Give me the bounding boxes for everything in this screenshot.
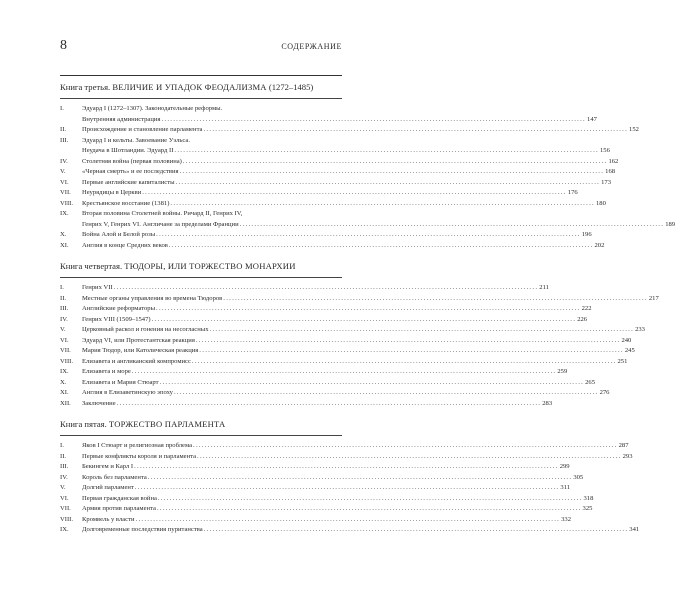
chapter-title-line [82,241,605,252]
chapter-title-line [82,209,342,220]
chapter-number: VI. [60,494,69,502]
page-ref: 217 [648,294,659,302]
dot-leader [161,115,586,126]
toc-entry[interactable] [60,178,611,189]
chapter-title [82,462,570,473]
chapter-title-text: Столетняя война (первая половина) [82,157,182,165]
toc-entry[interactable] [60,315,588,326]
chapter-title [82,178,611,189]
page-header [60,38,342,56]
toc-entry[interactable] [60,441,629,452]
dot-leader [156,304,581,315]
chapter-title-text: Елизавета и море [82,368,131,375]
toc-entry[interactable] [60,504,593,515]
chapter-title [82,199,606,210]
page-ref: 176 [567,189,578,196]
toc-entry[interactable] [60,462,570,473]
chapter-title [82,230,592,241]
page-ref: 189 [665,220,675,228]
chapter-number: V. [60,168,66,175]
chapter-number: IV. [60,315,68,323]
chapter-title [82,346,635,357]
chapter-title-line [82,199,606,210]
chapter-title-text: Первая гражданская война [82,494,157,502]
chapter-number: II. [60,452,67,460]
chapter-title-text: Неудача в Шотландии. Эдуард II [82,147,174,154]
page-ref: 305 [573,473,584,481]
chapter-title [82,504,593,515]
chapter-number: IV. [60,473,68,481]
page-ref: 226 [577,315,588,323]
chapter-number: XII. [60,399,71,407]
toc-entry[interactable] [60,157,619,168]
book-label: Книга третья. [60,82,111,92]
book-title-text: ТОРЖЕСТВО ПАРЛАМЕНТА [108,419,226,429]
dot-leader [158,494,583,505]
chapter-title [82,241,605,252]
toc-entry[interactable] [60,188,578,199]
chapter-title [82,388,610,399]
book-title [60,259,342,273]
chapter-title [82,473,584,484]
chapter-title-line [82,188,578,199]
chapter-title-text: Первые английские капиталисты [82,178,175,186]
chapter-title-line [82,462,570,473]
book-title [60,80,342,94]
dot-leader [174,146,599,157]
dot-leader [136,515,561,526]
chapter-title-line [82,125,639,136]
dot-leader [157,504,582,515]
section-rule [60,98,342,99]
dot-leader [180,167,605,178]
chapter-title-text: Генрих V, Генрих VI. Англичане за пределами Франции [82,220,239,228]
chapter-number: VI. [60,336,69,344]
chapter-title-text: Англия в конце Средних веков [82,241,168,249]
toc-entry[interactable] [60,336,632,347]
toc-entry[interactable] [60,525,640,536]
dot-leader [132,367,557,378]
chapter-title-line [82,136,342,147]
chapter-title [82,157,619,168]
chapter-title-line [82,483,571,494]
page-ref: 311 [560,484,571,491]
chapter-title-text: Кромвель у власти [82,515,135,523]
chapter-title-text: Генрих VII [82,284,113,291]
toc-entry[interactable] [60,104,597,125]
chapter-number: IX. [60,526,69,533]
chapter-title-text: Происхождение и становление парламента [82,126,203,133]
chapter-title-text: Церковный раскол и гонения на несогласных [82,326,209,333]
chapter-title-text: Неурядицы в Церкви [82,189,142,196]
chapter-number: I. [60,105,64,112]
toc-entry[interactable] [60,241,605,252]
book-section [60,417,640,536]
chapter-number: VI. [60,178,69,186]
chapter-number: VII. [60,505,71,512]
toc-entry[interactable] [60,515,571,526]
book-title-text: ВЕЛИЧИЕ И УПАДОК ФЕОДАЛИЗМА [112,82,267,92]
page-ref: 211 [539,284,549,291]
book-label: Книга четвертая. [60,261,123,271]
page-ref: 293 [622,452,633,460]
page-ref: 287 [618,442,629,449]
dot-leader [210,325,635,336]
chapter-title-text: Мария Тюдор, или Католическая реакция [82,347,199,354]
dot-leader [240,220,665,231]
chapter-title-line [82,294,659,305]
chapter-title [82,294,659,305]
running-title: СОДЕРЖАНИЕ [281,42,342,51]
chapter-title-line [82,399,553,410]
page-ref: 152 [629,126,639,133]
page-ref: 251 [617,357,628,365]
chapter-title [82,494,594,505]
page-ref: 240 [621,336,632,344]
chapter-title-text: Яков I Стюарт и религиозная проблема [82,442,193,449]
table-of-contents [60,80,675,536]
chapter-title-text: Английские реформаторы [82,305,156,312]
dot-leader [174,388,599,399]
chapter-title [82,188,578,199]
dot-leader [193,441,618,452]
chapter-title-line [82,388,610,399]
chapter-number: IV. [60,157,68,165]
dot-leader [135,483,560,494]
chapter-title-line [82,378,595,389]
dot-leader [196,336,621,347]
chapter-title-text: Эдуард I (1272–1307). Законодательные реформы. [82,105,223,112]
chapter-title-text: Война Алой и Белой розы [82,231,156,238]
dot-leader [183,157,608,168]
chapter-title-line [82,167,616,178]
chapter-title [82,452,633,463]
toc-entry[interactable] [60,483,571,494]
dot-leader [134,462,559,473]
chapter-number: V. [60,326,66,333]
page-ref: 156 [599,147,610,154]
page-ref: 318 [583,494,594,502]
chapter-title-line [82,157,619,168]
chapter-number: I. [60,284,64,291]
chapter-title-line [82,525,640,536]
chapter-title [82,136,610,157]
page-ref: 332 [561,515,571,523]
page-ref: 283 [542,399,553,407]
dot-leader [148,473,573,484]
dot-leader [160,378,585,389]
chapter-title [82,304,592,315]
chapter-number: IX. [60,210,69,217]
toc-entry[interactable] [60,167,616,178]
chapter-title [82,483,571,494]
page-ref: 147 [587,115,597,123]
header-rule [60,75,342,76]
chapter-title-text: Елизавета и англиканский компромисс [82,357,191,365]
chapter-number: XI. [60,389,69,396]
chapter-title-line [82,515,571,526]
toc-entry[interactable] [60,367,568,378]
chapter-title-line [82,504,593,515]
book-title [60,417,342,431]
toc-entry[interactable] [60,378,595,389]
dot-leader [114,283,539,294]
page-number: 8 [60,38,67,53]
chapter-title [82,167,616,178]
chapter-title-line [82,283,549,294]
chapter-number: III. [60,305,69,312]
chapter-number: VIII. [60,357,73,365]
chapter-number: IX. [60,368,69,375]
chapter-title-line [82,104,342,115]
page-ref: 196 [581,231,592,238]
section-rule [60,435,342,436]
chapter-title [82,283,549,294]
chapter-title [82,104,597,125]
chapter-title-line [82,325,645,336]
chapter-title-text: Эдуард I и кельты. Завоевание Уэльса. [82,136,190,144]
book-section [60,259,659,409]
chapter-title [82,367,568,378]
chapter-number: XI. [60,241,69,249]
chapter-title-text: Заключение [82,399,116,407]
chapter-title-line [82,146,610,157]
chapter-title-text: Долговременные последствия пуританства [82,526,203,533]
chapter-number: VIII. [60,199,73,207]
dot-leader [204,525,629,536]
dot-leader [152,315,577,326]
page-ref: 173 [601,178,611,186]
chapter-number: X. [60,378,67,386]
chapter-number: I. [60,442,64,449]
page-ref: 162 [608,157,619,165]
page-ref: 180 [595,199,606,207]
page-ref: 299 [559,463,570,470]
chapter-title-line [82,315,588,326]
chapter-title-line [82,346,635,357]
page-ref: 276 [599,389,610,396]
chapter-number: VII. [60,189,71,196]
chapter-title [82,525,640,536]
chapter-number: VIII. [60,515,73,523]
chapter-title-text: Внутренняя администрация [82,115,161,123]
toc-entry[interactable] [60,283,549,294]
chapter-title-line [82,230,592,241]
chapter-title-text: Эдуард VI, или Протестантская реакция [82,336,195,344]
chapter-title-line [82,220,675,231]
chapter-number: II. [60,126,67,133]
chapter-title-text: «Черная смерть» и ее последствия [82,168,179,175]
chapter-title-text: Елизавета и Мария Стюарт [82,378,159,386]
dot-leader [169,241,594,252]
toc-entry[interactable] [60,473,584,484]
chapter-title-line [82,494,594,505]
toc-entry[interactable] [60,346,635,357]
chapter-number: II. [60,294,67,302]
chapter-title-line [82,178,611,189]
chapter-title-line [82,304,592,315]
toc-entry[interactable] [60,388,610,399]
chapter-title-text: Местные органы управления во времена Тюдоров [82,294,223,302]
section-rule [60,277,342,278]
chapter-title-text: Армия против парламента [82,505,156,512]
toc-entry[interactable] [60,125,639,136]
chapter-title [82,515,571,526]
page-ref: 168 [605,168,616,175]
chapter-title-line [82,441,629,452]
chapter-title-text: Вторая половина Столетней войны. Ричард II, Генрих IV, [82,210,243,217]
chapter-title-line [82,452,633,463]
chapter-title-text: Генрих VIII (1509–1547) [82,315,151,323]
dot-leader [170,199,595,210]
chapter-title [82,325,645,336]
toc-entry[interactable] [60,399,553,410]
dot-leader [203,125,628,136]
page-ref: 222 [581,305,592,312]
chapter-title-text: Крестьянское восстание (1381) [82,199,170,207]
toc-entry[interactable] [60,304,592,315]
toc-entry[interactable] [60,230,592,241]
chapter-title [82,315,588,326]
chapter-title [82,336,632,347]
toc-entry[interactable] [60,294,659,305]
chapter-title [82,357,628,368]
page-ref: 259 [557,368,568,375]
chapter-title-text: Бекингем и Карл I [82,463,134,470]
dot-leader [156,230,581,241]
chapter-title-line [82,115,597,126]
page-ref: 233 [635,326,645,333]
page-ref: 245 [624,347,635,354]
book-title-text: ТЮДОРЫ, ИЛИ ТОРЖЕСТВО МОНАРХИИ [124,261,296,271]
page-ref: 202 [594,241,605,249]
dot-leader [223,294,648,305]
toc-entry[interactable] [60,357,628,368]
dot-leader [199,346,624,357]
book-label: Книга пятая. [60,419,107,429]
chapter-title [82,125,639,136]
chapter-title-line [82,357,628,368]
chapter-title-line [82,336,632,347]
chapter-title-text: Долгий парламент [82,484,134,491]
chapter-title [82,378,595,389]
chapter-title-text: Англия в Елизаветинскую эпоху [82,389,173,396]
toc-entry[interactable] [60,136,610,157]
toc-entry[interactable] [60,209,675,230]
chapter-title [82,399,553,410]
dot-leader [176,178,601,189]
page-ref: 341 [629,526,640,533]
chapter-number: V. [60,484,66,491]
chapter-number: III. [60,136,69,144]
chapter-title [82,441,629,452]
dot-leader [197,452,622,463]
toc-entry[interactable] [60,494,594,505]
toc-entry[interactable] [60,325,645,336]
dot-leader [142,188,567,199]
chapter-title-line [82,473,584,484]
page-ref: 265 [585,378,595,386]
chapter-number: X. [60,231,67,238]
book-years: (1272–1485) [268,82,314,92]
chapter-number: VII. [60,347,71,354]
page-ref: 325 [582,505,593,512]
dot-leader [192,357,617,368]
book-section [60,80,675,251]
chapter-title [82,209,675,230]
toc-entry[interactable] [60,199,606,210]
dot-leader [117,399,542,410]
chapter-title-text: Король без парламента [82,473,147,481]
toc-entry[interactable] [60,452,633,463]
chapter-title-text: Первые конфликты короля и парламента [82,452,197,460]
chapter-title-line [82,367,568,378]
chapter-number: III. [60,463,69,470]
